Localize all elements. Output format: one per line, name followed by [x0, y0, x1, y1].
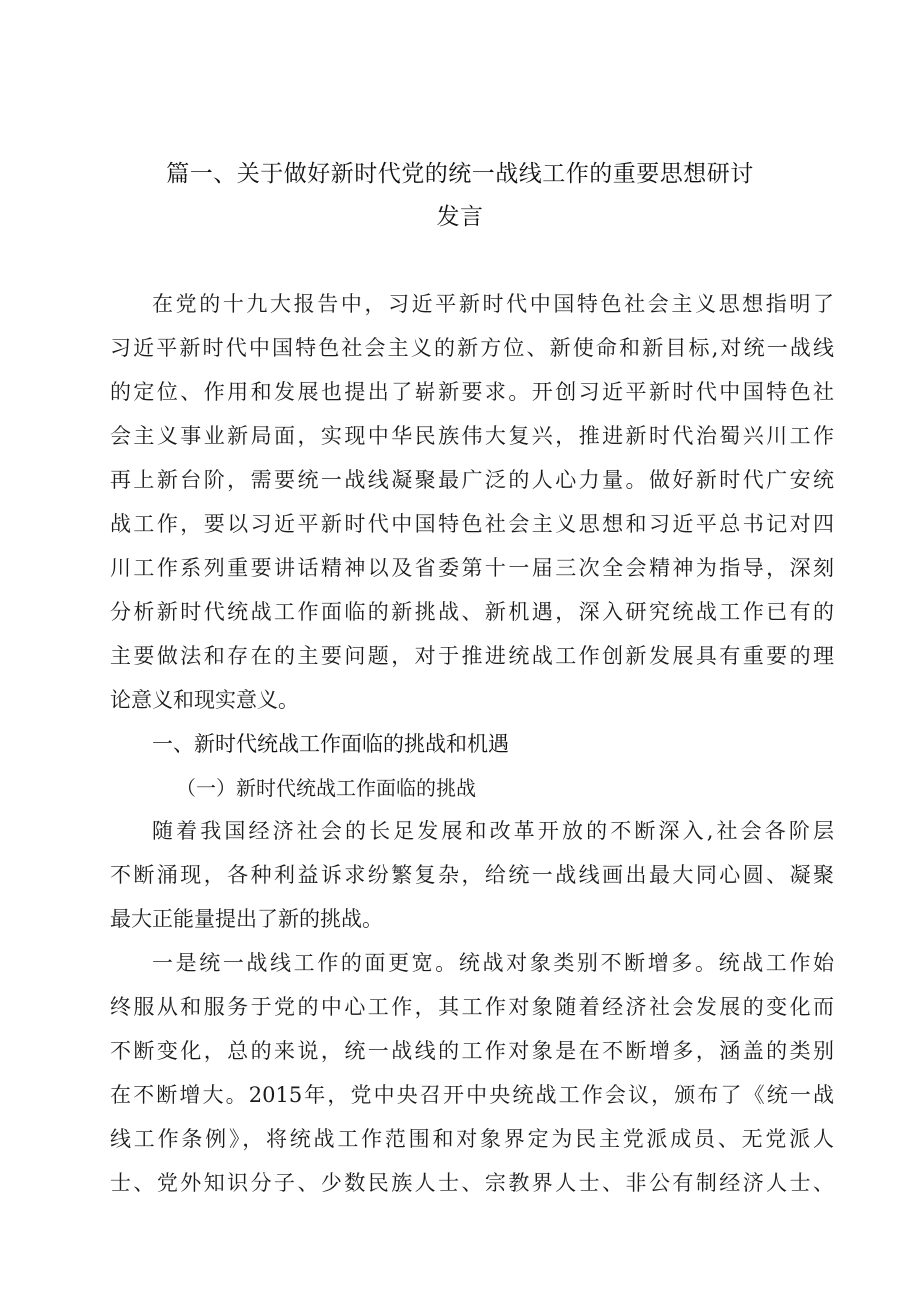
paragraph-2-line: 随着我国经济社会的长足发展和改革开放的不断深入,社会各阶层 — [152, 819, 834, 843]
paragraph-1-line: 主要做法和存在的主要问题，对于推进统战工作创新发展具有重要的理 — [110, 644, 834, 668]
paragraph-2-line: 不断涌现，各种利益诉求纷繁复杂，给统一战线画出最大同心圆、凝聚 — [110, 863, 834, 887]
document-title-line-1: 篇一、关于做好新时代党的统一战线工作的重要思想研讨 — [166, 161, 754, 187]
paragraph-3-line: 线工作条例》，将统战工作范围和对象界定为民主党派成员、无党派人 — [110, 1127, 834, 1151]
paragraph-2-line: 最大正能量提出了新的挑战。 — [110, 907, 383, 931]
paragraph-3-line: 终服从和服务于党的中心工作，其工作对象随着经济社会发展的变化而 — [110, 995, 834, 1019]
paragraph-3-line: 不断变化，总的来说，统一战线的工作对象是在不断增多，涵盖的类别 — [110, 1039, 834, 1063]
paragraph-1-line: 战工作，要以习近平新时代中国特色社会主义思想和习近平总书记对四 — [110, 512, 834, 536]
paragraph-1-line: 习近平新时代中国特色社会主义的新方位、新使命和新目标,对统一战线 — [110, 336, 834, 360]
paragraph-1-line: 会主义事业新局面，实现中华民族伟大复兴，推进新时代治蜀兴川工作 — [110, 424, 834, 448]
paragraph-3-line: 在不断增大。2015年，党中央召开中央统战工作会议，颁布了《统一战 — [110, 1083, 834, 1107]
paragraph-1-line: 川工作系列重要讲话精神以及省委第十一届三次全会精神为指导，深刻 — [110, 556, 834, 580]
section-heading-1: 一、新时代统战工作面临的挑战和机遇 — [152, 732, 509, 756]
subsection-heading-1: （一）新时代统战工作面临的挑战 — [176, 776, 476, 800]
paragraph-1-line: 分析新时代统战工作面临的新挑战、新机遇，深入研究统战工作已有的 — [110, 600, 834, 624]
paragraph-1-line: 的定位、作用和发展也提出了崭新要求。开创习近平新时代中国特色社 — [110, 380, 834, 404]
paragraph-1-line: 再上新台阶，需要统一战线凝聚最广泛的人心力量。做好新时代广安统 — [110, 468, 834, 492]
paragraph-1-line: 论意义和现实意义。 — [110, 688, 299, 712]
paragraph-3-line: 一是统一战线工作的面更宽。统战对象类别不断增多。统战工作始 — [152, 951, 834, 975]
paragraph-1-line: 在党的十九大报告中，习近平新时代中国特色社会主义思想指明了 — [152, 292, 834, 316]
document-title-line-2: 发言 — [436, 204, 484, 230]
paragraph-3-line: 士、党外知识分子、少数民族人士、宗教界人士、非公有制经济人士、 — [110, 1171, 834, 1195]
